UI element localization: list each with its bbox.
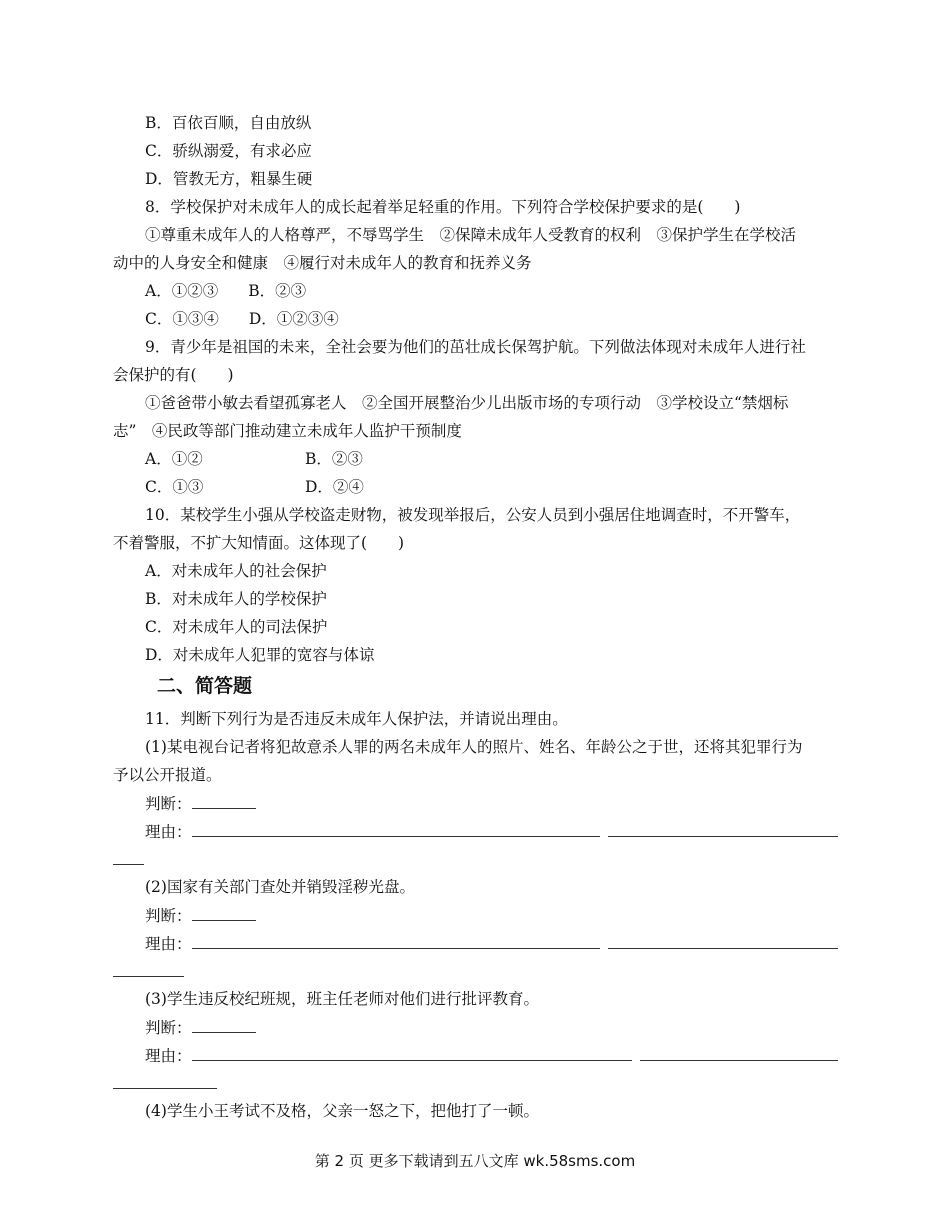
q9-option-a: A．①②: [145, 450, 203, 468]
q11-case3: (3)学生违反校纪班规，班主任老师对他们进行批评教育。: [145, 990, 539, 1008]
reason-answer-blank[interactable]: [608, 820, 838, 837]
q8-option-d: D．①②③④: [248, 310, 339, 328]
judge-answer-blank[interactable]: [192, 1016, 256, 1033]
q9-stem-line1: 9．青少年是祖国的未来，全社会要为他们的茁壮成长保驾护航。下列做法体现对未成年人进行社: [145, 338, 806, 356]
reason-label: 理由：: [145, 935, 192, 953]
section-title: 二、简答题: [157, 675, 253, 697]
page-footer: 第 2 页 更多下载请到五八文库 wk.58sms.com: [314, 1152, 636, 1170]
q11-case4: (4)学生小王考试不及格，父亲一怒之下，把他打了一顿。: [145, 1102, 539, 1120]
q8-options-cd: [145, 308, 339, 330]
q9-option-d: D．②④: [305, 478, 364, 496]
q8-stem: 8．学校保护对未成年人的成长起着举足轻重的作用。下列符合学校保护要求的是( ): [145, 198, 741, 216]
reason-answer-blank[interactable]: [192, 932, 600, 949]
q11-case2-reason-cont: [113, 960, 184, 983]
q11-case3-reason-cont: [113, 1072, 217, 1095]
q9-option-b: B．②③: [305, 450, 363, 468]
q11-case3-reason: [145, 1044, 838, 1067]
reason-answer-blank[interactable]: [113, 1072, 217, 1089]
q7-option-b: B．百依百顺，自由放纵: [145, 114, 312, 132]
q8-items-line1: ①尊重未成年人的人格尊严，不辱骂学生 ②保障未成年人受教育的权利 ③保护学生在学校活: [145, 226, 797, 244]
q9-stem-line2: 会保护的有( ): [113, 366, 234, 384]
q10-option-d: D．对未成年人犯罪的宽容与体谅: [145, 646, 375, 664]
q8-option-b: B．②③: [248, 282, 307, 300]
q11-case3-judge: [145, 1016, 256, 1039]
q11-case1-reason-cont: [113, 848, 144, 871]
q9-items-line2: 志” ④民政等部门推动建立未成年人监护干预制度: [113, 422, 462, 440]
q11-case2-reason: [145, 932, 838, 955]
judge-label: 判断：: [145, 1019, 192, 1037]
q7-option-d: D．管教无方，粗暴生硬: [145, 170, 313, 188]
q10-option-b: B．对未成年人的学校保护: [145, 590, 327, 608]
judge-label: 判断：: [145, 907, 192, 925]
q8-option-a: A．①②③: [145, 282, 219, 300]
reason-answer-blank[interactable]: [192, 1044, 632, 1061]
q11-case1-line2: 予以公开报道。: [113, 766, 222, 784]
judge-answer-blank[interactable]: [192, 792, 256, 809]
reason-answer-blank[interactable]: [640, 1044, 838, 1061]
q9-items-line1: ①爸爸带小敏去看望孤寡老人 ②全国开展整治少儿出版市场的专项行动 ③学校设立“禁烟标: [145, 394, 789, 412]
reason-answer-blank[interactable]: [608, 932, 838, 949]
q8-option-c: C．①③④: [145, 310, 219, 328]
judge-label: 判断：: [145, 795, 192, 813]
q11-case2-judge: [145, 904, 256, 927]
judge-answer-blank[interactable]: [192, 904, 256, 921]
q8-items-line2: 动中的人身安全和健康 ④履行对未成年人的教育和抚养义务: [113, 254, 532, 272]
q8-options-ab: [145, 280, 306, 302]
q11-case1-reason: [145, 820, 838, 843]
q10-stem-line1: 10．某校学生小强从学校盗走财物，被发现举报后，公安人员到小强居住地调查时，不开警车，: [145, 506, 801, 524]
q11-case1-line1: (1)某电视台记者将犯故意杀人罪的两名未成年人的照片、姓名、年龄公之于世，还将其犯罪行为: [145, 738, 803, 756]
reason-answer-blank[interactable]: [192, 820, 600, 837]
reason-answer-blank[interactable]: [113, 848, 144, 865]
q10-option-a: A．对未成年人的社会保护: [145, 562, 327, 580]
q11-case1-judge: [145, 792, 256, 815]
q7-option-c: C．骄纵溺爱，有求必应: [145, 142, 312, 160]
q11-stem: 11．判断下列行为是否违反未成年人保护法，并请说出理由。: [145, 710, 568, 728]
reason-label: 理由：: [145, 823, 192, 841]
q10-option-c: C．对未成年人的司法保护: [145, 618, 328, 636]
q11-case2: (2)国家有关部门查处并销毁淫秽光盘。: [145, 878, 415, 896]
q9-option-c: C．①③: [145, 478, 204, 496]
reason-label: 理由：: [145, 1047, 192, 1065]
q10-stem-line2: 不着警服，不扩大知情面。这体现了( ): [113, 534, 405, 552]
reason-answer-blank[interactable]: [113, 960, 184, 977]
